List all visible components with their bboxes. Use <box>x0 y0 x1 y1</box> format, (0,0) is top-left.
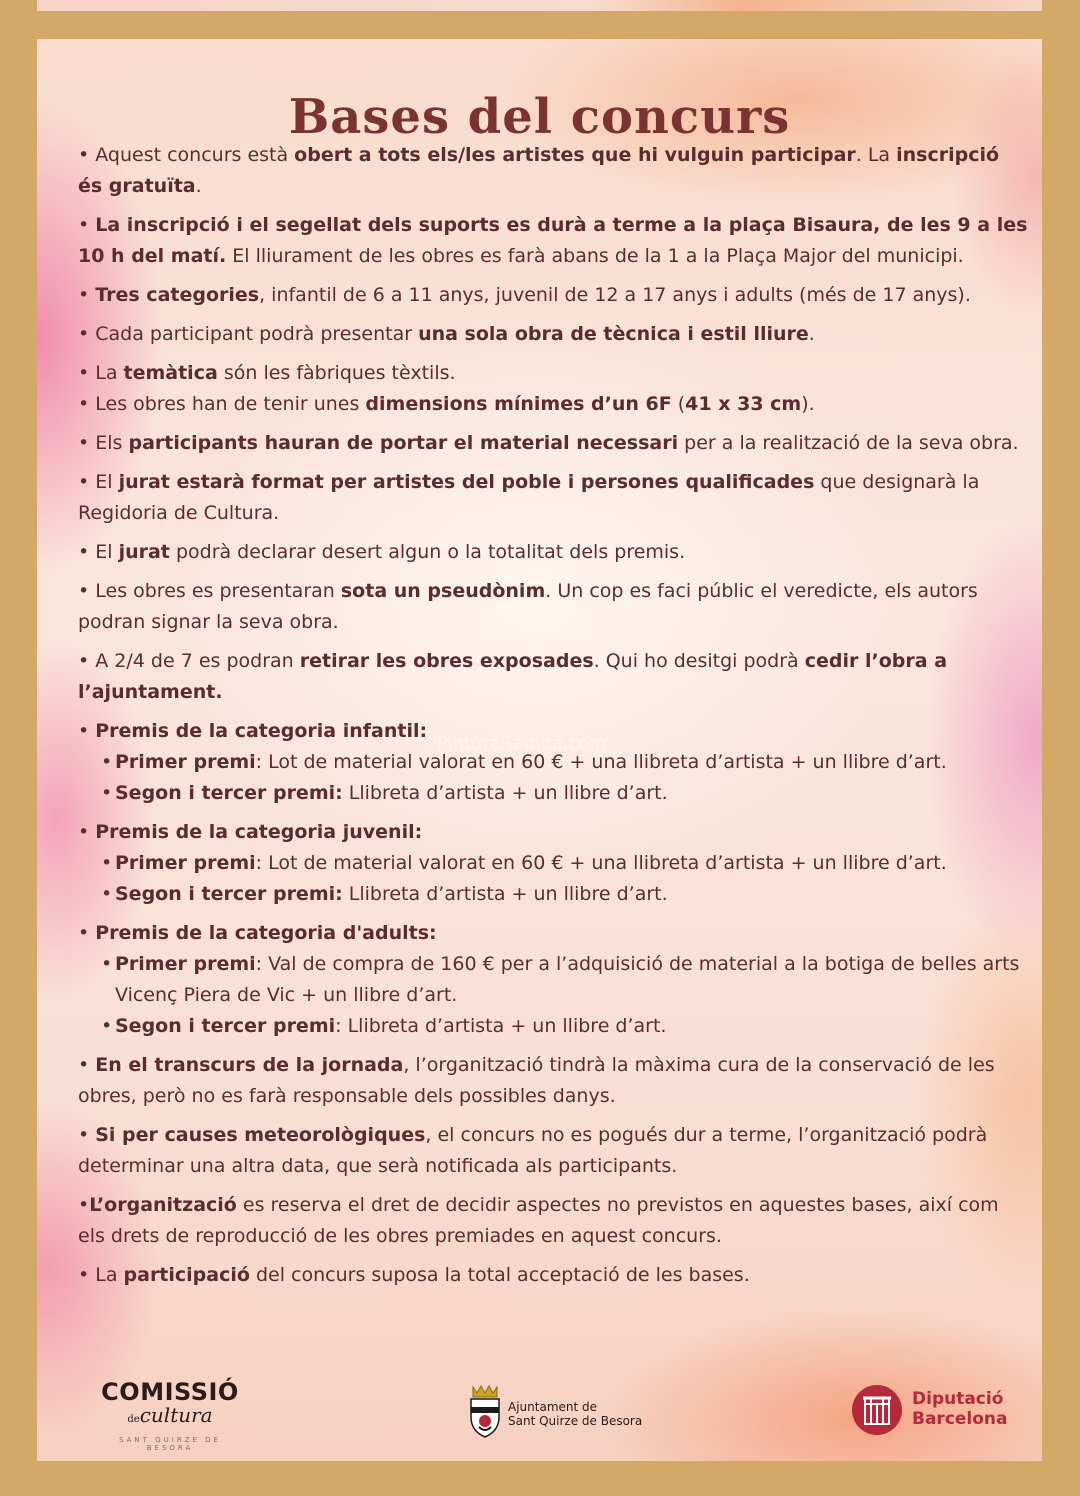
prize-category <box>78 918 1028 1042</box>
rule-item: • El jurat estarà format per artistes del poble i persones qualificades que designarà la Regidoria de Cultura. <box>78 471 980 524</box>
diputacio-barcelona-logo <box>851 1384 1031 1436</box>
logo-comissio-place: SANT QUIRZE DE BESORA <box>119 1436 221 1452</box>
coat-of-arms-icon <box>467 1383 503 1439</box>
prize-item: • Segon i tercer premi: Llibreta d’artista + un llibre d’art. <box>115 1011 1028 1042</box>
rule-item: • Aquest concurs està obert a tots els/les artistes que hi vulguin participar. La inscripció és gratuïta. <box>78 144 1000 197</box>
rule-item: • La temàtica són les fàbriques tèxtils. <box>78 362 456 384</box>
ajuntament-name: Ajuntament de Sant Quirze de Besora <box>508 1400 643 1428</box>
prize-item: • Primer premi: Lot de material valorat en 60 € + una llibreta d’artista + un llibre d’art. <box>115 848 1028 879</box>
prize-category <box>78 716 1028 809</box>
closing-item: • En el transcurs de la jornada, l’organització tindrà la màxima cura de la conservació de les obres, però no es farà responsable dels possibles danys. <box>78 1054 995 1107</box>
rule-item: • Les obres es presentaran sota un pseudònim. Un cop es faci públic el veredicte, els autors podran signar la seva obra. <box>78 580 978 633</box>
closing-item: •L’organització es reserva el dret de decidir aspectes no previstos en aquestes bases, així com els drets de reproducció de les obres premiades en aquest concurs. <box>78 1194 999 1247</box>
prize-item: • Segon i tercer premi: Llibreta d’artista + un llibre d’art. <box>115 778 1028 809</box>
closing-item: • La participació del concurs suposa la total acceptació de les bases. <box>78 1264 750 1286</box>
rule-item: • El jurat podrà declarar desert algun o la totalitat dels premis. <box>78 541 686 563</box>
diputacio-name: Diputació Barcelona <box>912 1389 1008 1429</box>
rules-list <box>78 140 1028 1299</box>
prize-item: • Primer premi: Lot de material valorat en 60 € + una llibreta d’artista + un llibre d’art. <box>115 747 1028 778</box>
rule-item: • Les obres han de tenir unes dimensions mínimes d’un 6F (41 x 33 cm). <box>78 393 815 415</box>
rule-item: • Cada participant podrà presentar una sola obra de tècnica i estil lliure. <box>78 323 815 345</box>
prize-category-heading: • Premis de la categoria d'adults: <box>78 922 437 944</box>
comissio-cultura-logo <box>95 1379 245 1452</box>
logo-comissio-title: COMISSIÓ <box>101 1378 239 1406</box>
prize-category-heading: • Premis de la categoria infantil: <box>78 720 428 742</box>
prizes-section <box>78 716 1028 1042</box>
prize-category <box>78 817 1028 910</box>
rule-item: • La inscripció i el segellat dels suports es durà a terme a la plaça Bisaura, de les 9 a les 10 h del matí. El lliurament de les obres es farà abans de la 1 a la Plaça Major del municipi. <box>78 214 1028 267</box>
closing-rules <box>78 1050 1028 1291</box>
poster <box>37 39 1042 1461</box>
logo-comissio-subtitle: decultura <box>127 1403 213 1427</box>
prize-item: • Primer premi: Val de compra de 160 € per a l’adquisició de material a la botiga de belles arts Vicenç Piera de Vic + un llibre d’art. <box>115 949 1028 1011</box>
prize-category-heading: • Premis de la categoria juvenil: <box>78 821 423 843</box>
closing-item: • Si per causes meteorològiques, el concurs no es pogués dur a terme, l’organització podrà determinar una altra data, que serà notificada als participants. <box>78 1124 988 1177</box>
diputacio-emblem-icon <box>851 1384 903 1436</box>
rule-item: • Tres categories, infantil de 6 a 11 anys, juvenil de 12 a 17 anys i adults (més de 17 anys). <box>78 284 971 306</box>
ajuntament-logo <box>467 1383 657 1439</box>
page-title: Bases del concurs <box>288 89 791 145</box>
prize-item: • Segon i tercer premi: Llibreta d’artista + un llibre d’art. <box>115 879 1028 910</box>
rule-item: • A 2/4 de 7 es podran retirar les obres exposades. Qui ho desitgi podrà cedir l’obra a l’ajuntament. <box>78 650 948 703</box>
top-border-strip <box>37 0 1042 11</box>
rules-items <box>78 140 1028 708</box>
footer-logos <box>37 1371 1042 1451</box>
watermark: PinturaRapida.com <box>437 733 607 754</box>
rule-item: • Els participants hauran de portar el material necessari per a la realització de la seva obra. <box>78 432 1019 454</box>
